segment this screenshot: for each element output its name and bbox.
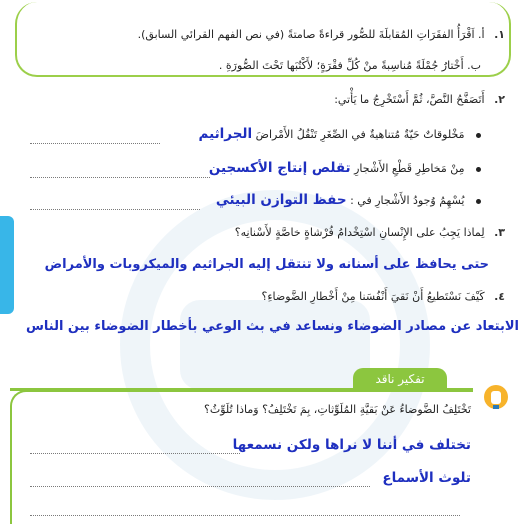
- bullet-icon: [476, 167, 481, 172]
- critical-answer-1: تختلف في أننا لا نراها ولكن نسمعها: [232, 437, 471, 453]
- bullet-icon: [476, 133, 481, 138]
- q4-line: [16, 290, 505, 303]
- lightbulb-icon: [483, 384, 509, 414]
- side-tab: [0, 216, 14, 314]
- answer-line: [30, 485, 370, 487]
- q2-number: ٢.: [494, 93, 505, 106]
- q2-line: [16, 93, 505, 106]
- bullet-icon: [476, 199, 481, 204]
- q3-answer: حتى يحافظ على أسنانه ولا تنتقل إليه الجراثيم والميكروبات والأمراض: [44, 257, 489, 272]
- q4-answer: الابتعاد عن مصادر الضوضاء ونساعد في بث الوعي بأخطار الضوضاء بين الناس: [25, 319, 519, 334]
- q2-item-2-prompt: مِنْ مَخاطِرِ قَطْعِ الأَشْجارِ: [354, 162, 465, 175]
- answer-line: [30, 514, 460, 516]
- q2-item-2-answer: تقلص إنتاج الأكسجين: [208, 160, 351, 176]
- q2-item-1: [16, 126, 481, 142]
- q2-item-2: [16, 160, 481, 176]
- q4-number: ٤.: [494, 290, 505, 303]
- q2-item-3-prompt: يُسْهِمُ وُجودُ الأَشْجارِ في :: [350, 194, 465, 207]
- q2-text: أَتَصَفَّحُ النَّصَّ، ثُمَّ أَسْتَخْرِجُ ما يَأْتي:: [334, 93, 485, 106]
- q1a-line: [16, 28, 505, 41]
- q3-text: لِماذا يَجِبُ على الإِنْسانِ اسْتِخْدامُ فُرْشاةٍ خاصَّةٍ لأَسْنانِه؟: [234, 226, 485, 239]
- q2-item-1-prompt: مَخْلوقاتٌ حَيّةٌ مُتناهيةٌ في الصِّغَرِ تَنْقُلُ الأَمْراضَ: [255, 128, 465, 141]
- critical-answer-2: تلوث الأسماع: [382, 470, 471, 486]
- q2-item-1-answer: الجراثيم: [198, 126, 253, 142]
- answer-line: [30, 452, 240, 454]
- q4-text: كَيْفَ نَسْتَطيعُ أَنْ نَقيَ أَنْفُسَنا مِنْ أَخْطارِ الضَّوضاءِ؟: [261, 290, 485, 303]
- answer-line: [30, 142, 160, 144]
- q3-number: ٣.: [494, 226, 505, 239]
- q2-item-3-answer: حفظ التوازن البيئي: [215, 192, 347, 208]
- q3-line: [16, 226, 505, 239]
- q1a-text: أ. اَقْرَأُ الفقَرَاتِ المُقابلَةَ للصُّور قراءةً صامتةً (في نص الفهم القرائي السابق).: [137, 28, 485, 41]
- critical-question: تَخْتَلِفُ الضَّوضاءُ عَنْ بَقيَّةِ المُلَوِّثاتِ، بِمَ تَخْتَلِفُ؟ وَماذا تُلَوِّثُ؟: [204, 403, 471, 416]
- q2-item-3: [16, 192, 481, 208]
- q1b-line: [16, 59, 481, 72]
- answer-line: [30, 176, 210, 178]
- q1-number: ١.: [494, 28, 505, 41]
- critical-thinking-badge: تفكير ناقد: [353, 368, 447, 390]
- q1b-text: ب. أَخْتارُ جُمْلَةً مُناسِبةً منْ كُلِّ فقْرَةٍ؛ لأَكْتُبَها تَحْتَ الصُّورَةِ .: [218, 59, 481, 72]
- answer-line: [30, 208, 200, 210]
